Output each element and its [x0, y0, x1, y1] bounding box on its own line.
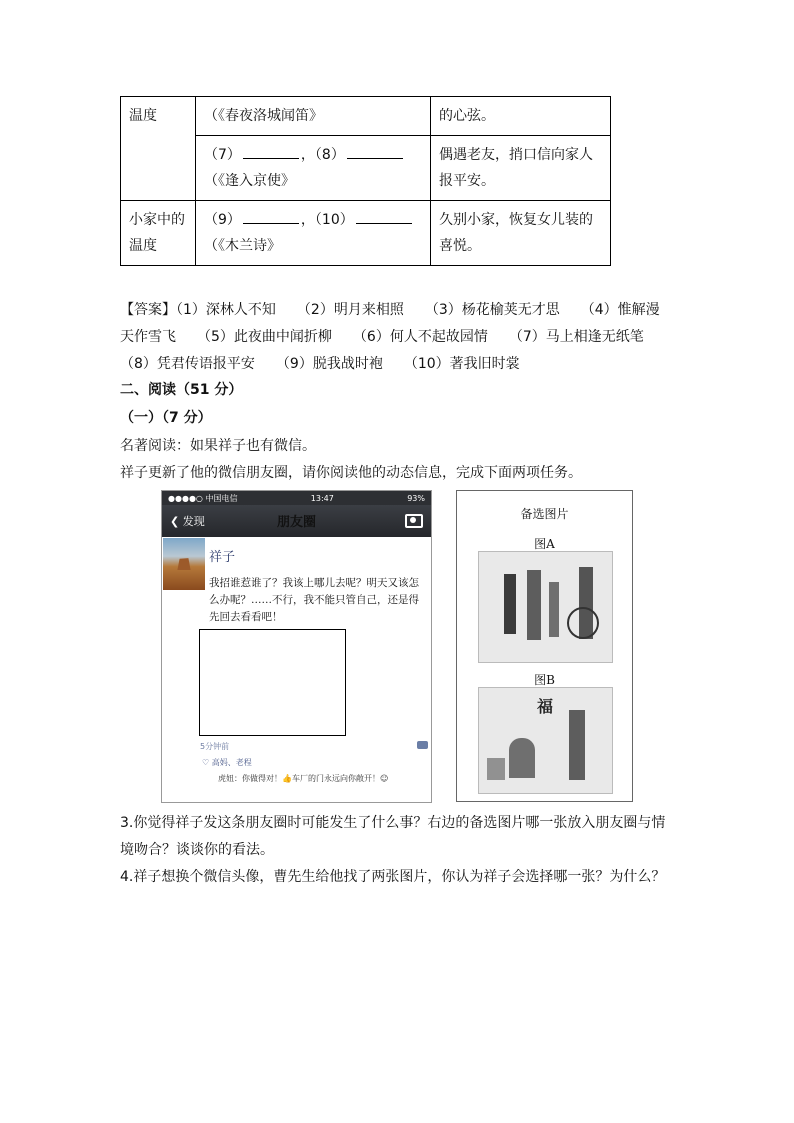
wechat-moments-screenshot	[161, 490, 432, 803]
comment-icon[interactable]	[417, 741, 428, 749]
table-source: （《逢入京使》	[204, 173, 295, 189]
fill-blank	[347, 142, 403, 159]
question-3-line-1: 3.你觉得祥子发这条朋友圈时可能发生了什么事？右边的备选图片哪一张放入朋友圈与情	[120, 815, 666, 831]
panel-title: 备选图片	[520, 507, 569, 521]
figure-a-label: 图A	[534, 537, 555, 551]
question-4: 4.祥子想换个微信头像，曹先生给他找了两张图片，你认为祥子会选择哪一张？为什么？	[120, 869, 666, 885]
battery-text: 93%	[407, 493, 425, 503]
table-source: （《木兰诗》	[204, 238, 281, 254]
table-source: （《春夜洛城闻笛》	[204, 108, 323, 124]
candidate-pictures-panel	[456, 490, 633, 802]
blank-label: ，（8）	[300, 147, 345, 163]
question-3-line-2: 境吻合？谈谈你的看法。	[120, 842, 274, 858]
chevron-left-icon: ❮	[170, 515, 183, 528]
figure-a-image	[478, 551, 613, 663]
time-ago: 5分钟前	[200, 742, 230, 751]
table-row-label: 温度	[121, 97, 196, 201]
camera-icon[interactable]	[405, 514, 423, 528]
avatar[interactable]	[163, 538, 205, 590]
page-title: 朋友圈	[276, 515, 316, 530]
section-heading: 二、阅读（51 分）	[120, 382, 243, 398]
answer-line-1: 【答案】（1）深林人不知 （2）明月来相照 （3）杨花榆荚无才思 （4）惟解漫	[120, 302, 660, 318]
section-subheading: （一）（7 分）	[120, 410, 212, 426]
heart-icon: ♡	[202, 758, 212, 767]
carrier-text: ●●●●○ 中国电信	[168, 493, 238, 503]
thumbs-up-icon: 👍	[282, 774, 292, 783]
poem-table	[120, 96, 611, 266]
fill-blank	[356, 207, 412, 224]
figure-b-label: 图B	[534, 673, 555, 687]
smile-icon: ☺	[379, 774, 389, 783]
fill-blank	[243, 207, 299, 224]
table-note: 的心弦。	[431, 97, 611, 136]
answer-line-3: （8）凭君传语报平安 （9）脱我战时袍 （10）著我旧时裳	[120, 356, 520, 372]
empty-image-box	[199, 629, 346, 736]
intro-line-1: 名著阅读：如果祥子也有微信。	[120, 438, 316, 454]
post-text: 我招谁惹谁了？我该上哪儿去呢？明天又该怎么办呢？……不行，我不能只管自己，还是得先回去看看吧！	[209, 577, 419, 623]
comment-row: 虎妞：你做得对！👍车厂的门永远向你敞开！☺	[218, 774, 389, 783]
poster-name[interactable]: 祥子	[209, 550, 236, 565]
figure-b-image	[478, 687, 613, 794]
clock-text: 13:47	[310, 493, 334, 503]
blank-label: （9）	[204, 212, 241, 228]
table-note: 偶遇老友，捎口信向家人报平安。	[431, 136, 611, 201]
nav-bar	[162, 505, 431, 537]
fu-character: 福	[537, 697, 554, 716]
back-button[interactable]: ❮ 发现	[170, 515, 205, 528]
blank-label: ，（10）	[300, 212, 354, 228]
blank-label: （7）	[204, 147, 241, 163]
status-bar	[162, 491, 431, 505]
answer-line-2: 天作雪飞 （5）此夜曲中闻折柳 （6）何人不起故园情 （7）马上相逢无纸笔	[120, 329, 644, 345]
intro-line-2: 祥子更新了他的微信朋友圈，请你阅读他的动态信息，完成下面两项任务。	[120, 465, 582, 481]
table-note: 久别小家，恢复女儿装的喜悦。	[431, 201, 611, 266]
table-row-label: 小家中的温度	[121, 201, 196, 266]
likes-row: ♡ 高妈、老程	[202, 758, 252, 767]
fill-blank	[243, 142, 299, 159]
